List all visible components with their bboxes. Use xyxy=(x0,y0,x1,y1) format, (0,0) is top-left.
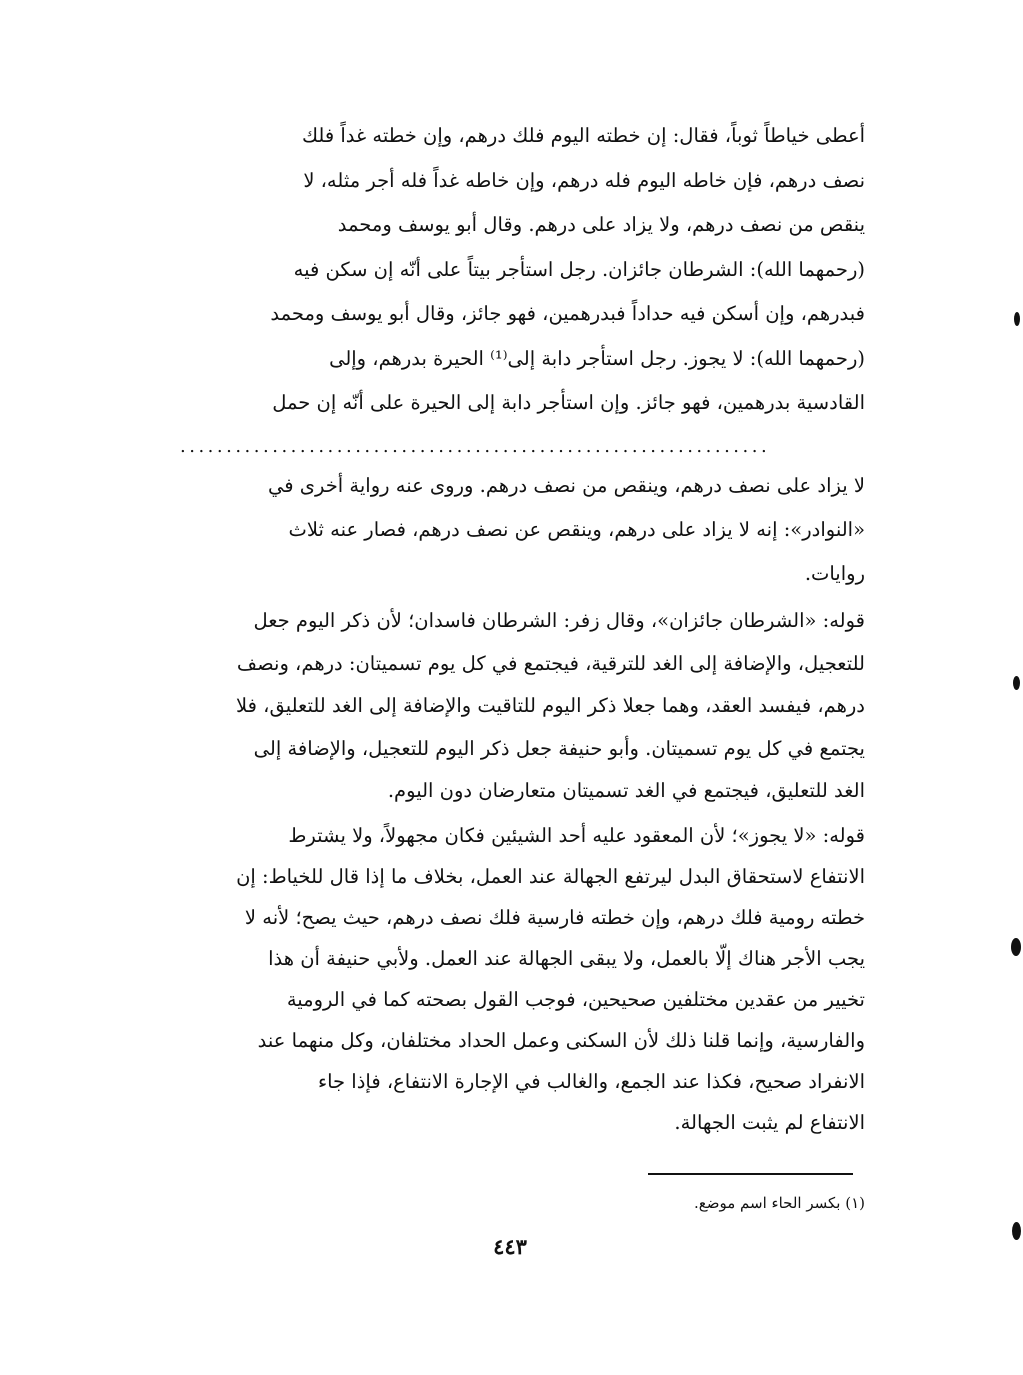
main-text-line: ينقص من نصف درهم، ولا يزاد على درهم. وقال أبو يوسف ومحمد xyxy=(337,213,865,236)
scan-mark xyxy=(1011,938,1021,956)
paragraph-line: والفارسية، وإنما قلنا ذلك لأن السكنى وعمل الحداد مختلفان، وكل منهما عند xyxy=(257,1029,865,1052)
dotted-separator: ................................................................ xyxy=(180,436,771,456)
paragraph-line: الانتفاع لم يثبت الجهالة. xyxy=(674,1111,865,1134)
paragraph-line: يجتمع في كل يوم تسميتان. وأبو حنيفة جعل ذكر اليوم للتعجيل، والإضافة إلى xyxy=(253,736,865,760)
commentary-line: لا يزاد على نصف درهم، وينقص من نصف درهم. وروى عنه رواية أخرى في xyxy=(267,474,865,497)
paragraph-line: للتعجيل، والإضافة إلى الغد للترقية، فيجتمع في كل يوم تسميتان: درهم، ونصف xyxy=(236,651,865,675)
paragraph-line: تخيير من عقدين مختلفين صحيحين، فوجب القول بصحته كما في الرومية xyxy=(286,988,865,1011)
paragraph-line: قوله: «الشرطان جائزان»، وقال زفر: الشرطان فاسدان؛ لأن ذكر اليوم جعل xyxy=(253,609,865,632)
page-number: ٤٤٣ xyxy=(493,1234,527,1259)
paragraph-line: يجب الأجر هناك إلّا بالعمل، ولا يبقى الجهالة عند العمل. ولأبي حنيفة أن هذا xyxy=(268,947,865,970)
commentary-text xyxy=(180,464,865,596)
scan-mark xyxy=(1014,312,1020,326)
paragraph-line: قوله: «لا يجوز»؛ لأن المعقود عليه أحد الشيئين فكان مجهولاً، ولا يشترط xyxy=(288,824,865,847)
main-text-line: نصف درهم، فإن خاطه اليوم فله درهم، وإن خاطه غداً فله أجر مثله، لا xyxy=(303,168,865,192)
scan-mark xyxy=(1012,1222,1021,1240)
commentary-line: «النوادر»: إنه لا يزاد على درهم، وينقص عن نصف درهم، فصار عنه ثلاث xyxy=(288,518,865,541)
commentary-paragraph-2 xyxy=(180,815,865,1143)
commentary-line: روايات. xyxy=(804,562,865,585)
scan-mark xyxy=(1013,676,1020,690)
main-text-line: (رحمهما الله): الشرطان جائزان. رجل استأجر بيتاً على أنّه إن سكن فيه xyxy=(293,257,865,281)
main-text-line: القادسية بدرهمين، فهو جائز. وإن استأجر دابة إلى الحيرة على أنّه إن حمل xyxy=(272,391,865,414)
paragraph-line: الانتفاع لاستحقاق البدل ليرتفع الجهالة عند العمل، بخلاف ما إذا قال للخياط: إن xyxy=(236,865,865,888)
footnote: (١) بكسر الحاء اسم موضع. xyxy=(694,1194,865,1212)
commentary-paragraph-1 xyxy=(180,600,865,813)
main-text xyxy=(180,114,865,426)
paragraph-line: خطته رومية فلك درهم، وإن خطته فارسية فلك نصف درهم، حيث يصح؛ لأنه لا xyxy=(244,906,865,929)
paragraph-line: الانفراد صحيح، فكذا عند الجمع، والغالب في الإجارة الانتفاع، فإذا جاء xyxy=(317,1070,865,1093)
main-text-line: أعطى خياطاً ثوباً، فقال: إن خطته اليوم فلك درهم، وإن خطته غداً فلك xyxy=(301,124,865,147)
main-text-line: (رحمهما الله): لا يجوز. رجل استأجر دابة إلى⁽¹⁾ الحيرة بدرهم، وإلى xyxy=(329,346,865,370)
paragraph-line: درهم، فيفسد العقد، وهما جعلا ذكر اليوم للتاقيت والإضافة إلى الغد للتعليق، فلا xyxy=(236,694,865,717)
paragraph-line: الغد للتعليق، فيجتمع في الغد تسميتان متعارضان دون اليوم. xyxy=(387,779,865,802)
footnote-rule xyxy=(648,1173,853,1175)
main-text-line: فبدرهم، وإن أسكن فيه حداداً فبدرهمين، فهو جائز، وقال أبو يوسف ومحمد xyxy=(270,302,865,325)
